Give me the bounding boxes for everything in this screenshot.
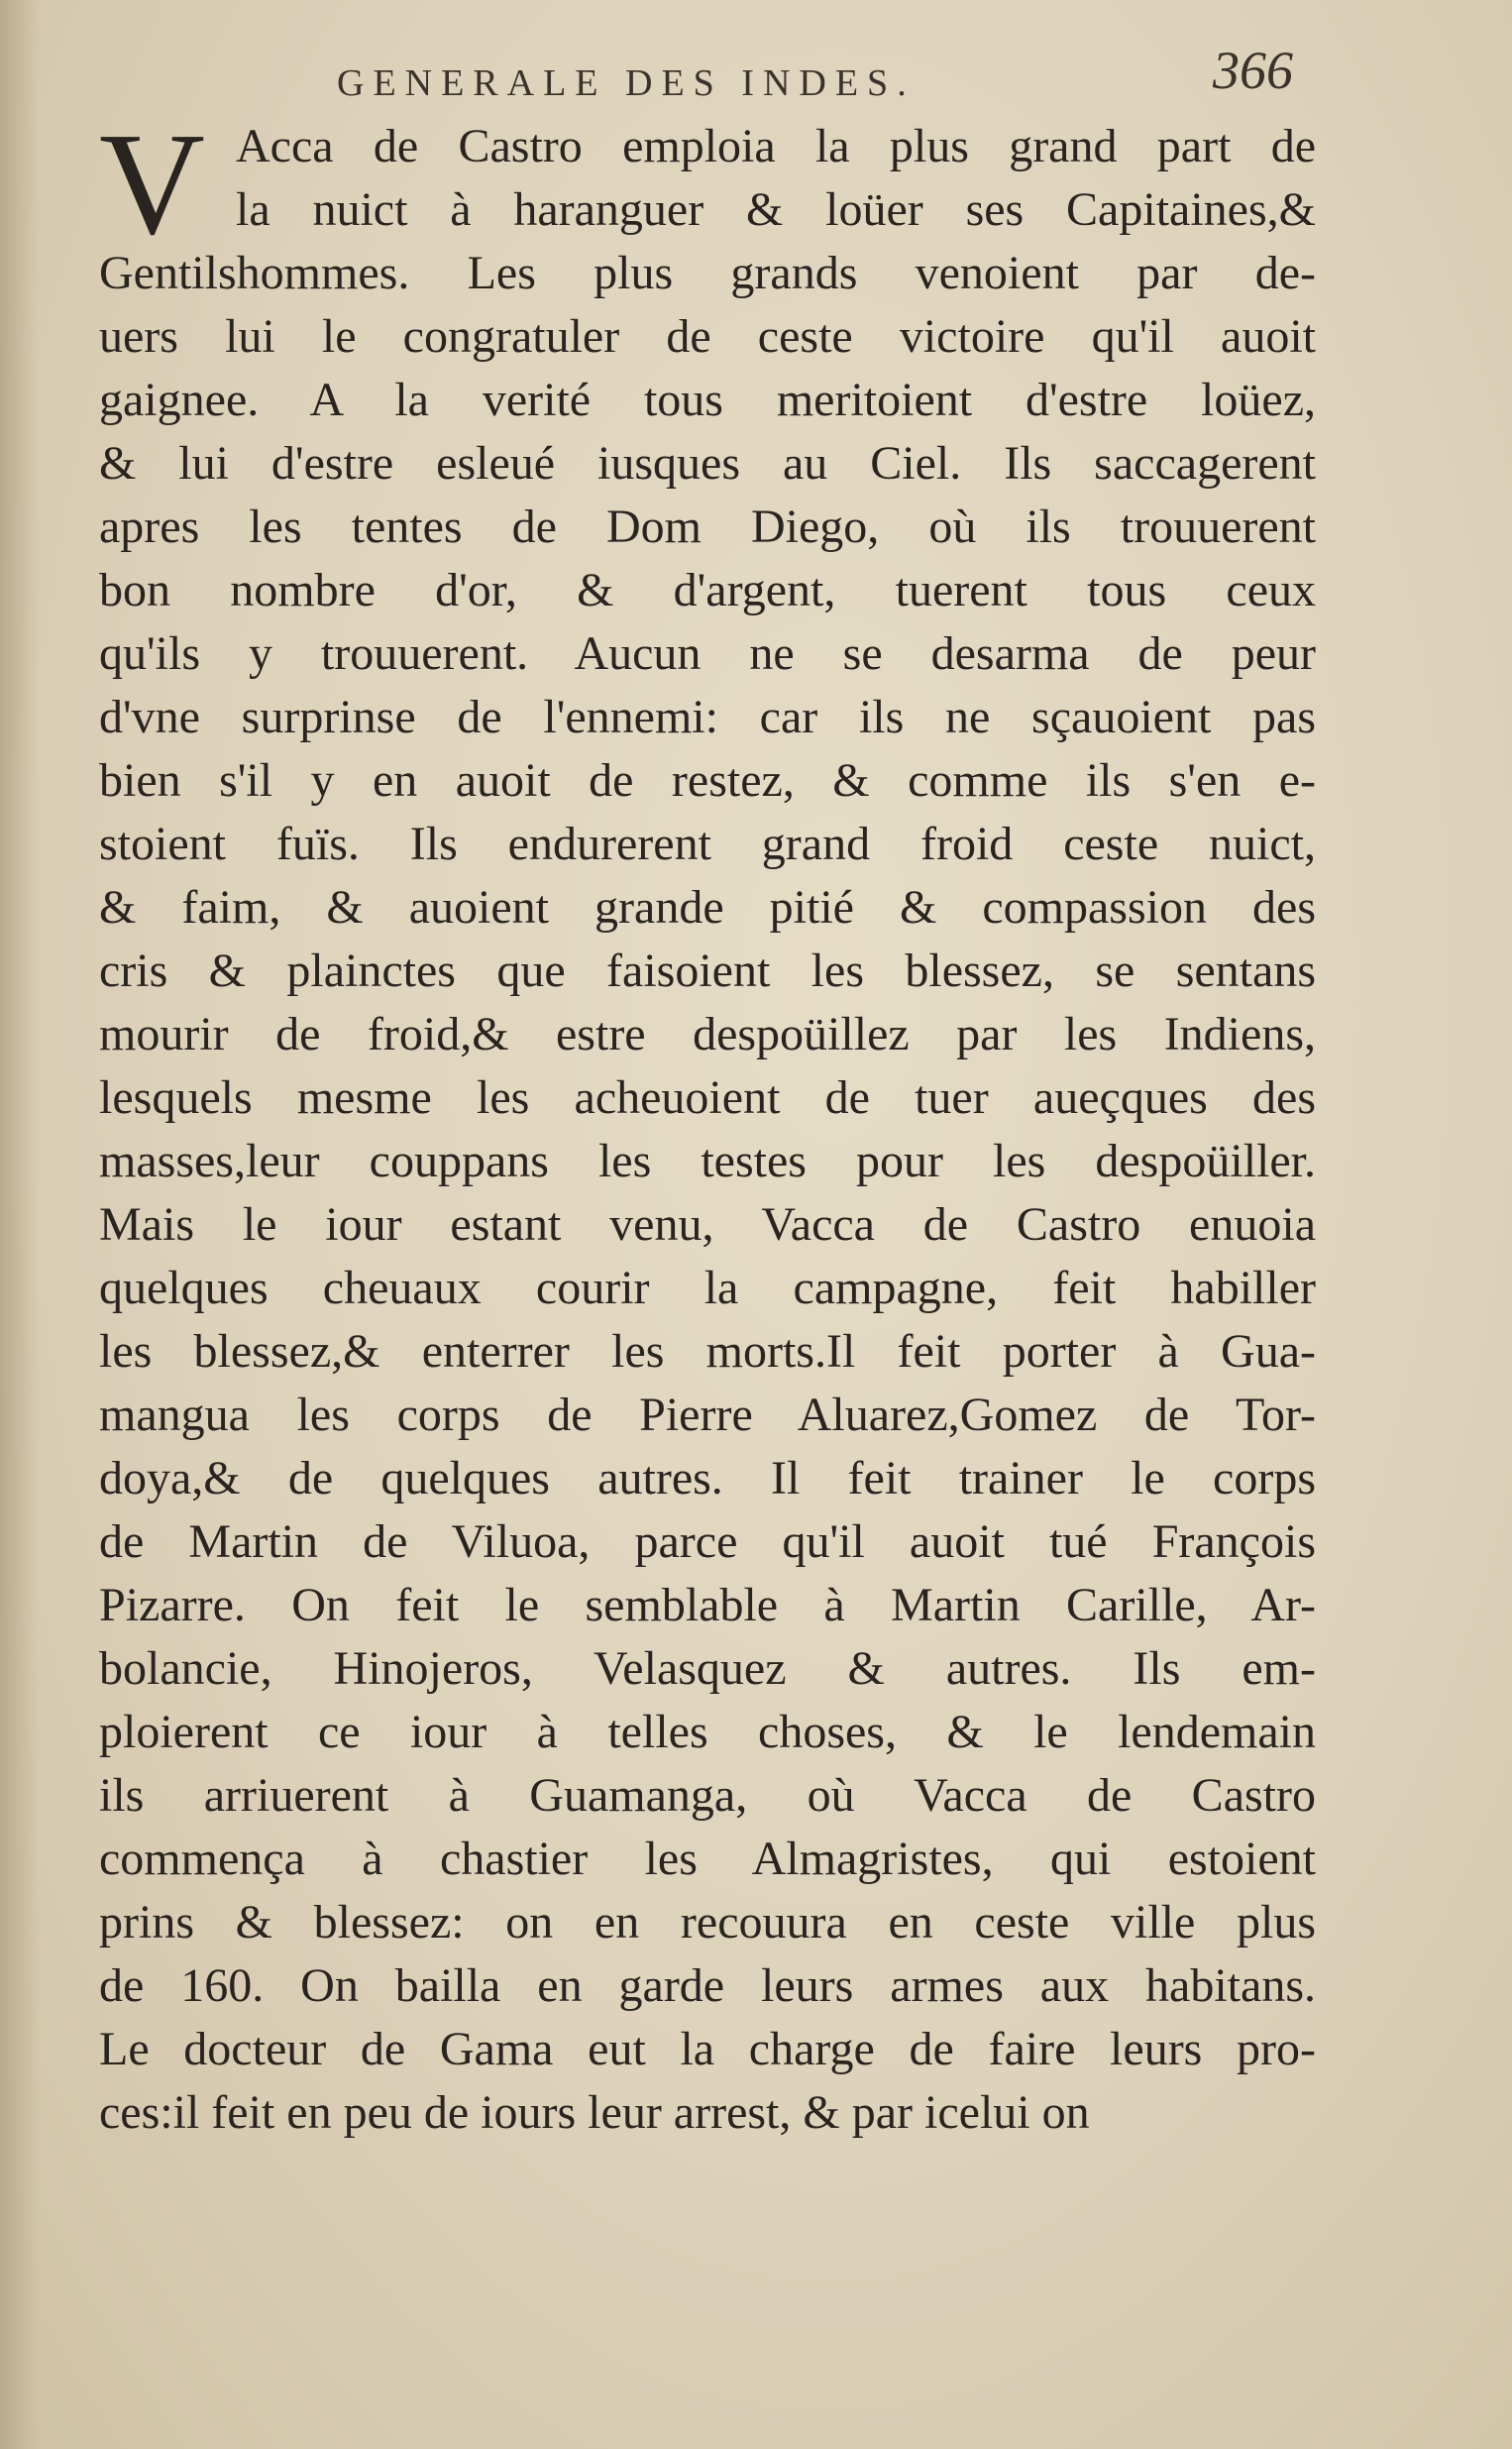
drop-cap: V	[99, 103, 205, 266]
body-text	[99, 103, 1316, 2145]
text-line: ces:il feit en peu de iours leur arrest, & par icelui on	[99, 2086, 1090, 2139]
text-line: Gentilshommes. Les plus grands venoient par de-	[99, 247, 1316, 299]
text-line: & faim, & auoient grande pitié & compassion des	[99, 881, 1316, 934]
text-line: cris & plainctes que faisoient les blessez, se sentans	[99, 945, 1316, 997]
text-line: lesquels mesme les acheuoient de tuer aueçques des	[99, 1071, 1316, 1124]
text-line: mourir de froid,& estre despoüillez par les Indiens,	[99, 1008, 1316, 1060]
text-line: uers lui le congratuler de ceste victoire qu'il auoit	[99, 310, 1316, 363]
text-line: quelques cheuaux courir la campagne, feit habiller	[99, 1262, 1316, 1314]
text-line: bon nombre d'or, & d'argent, tuerent tous ceux	[99, 564, 1316, 616]
text-line: prins & blessez: on en recouura en ceste ville plus	[99, 1896, 1316, 1948]
running-title: GENERALE DES INDES.	[337, 62, 916, 104]
text-line: & lui d'estre esleué iusques au Ciel. Ils saccagerent	[99, 437, 1316, 490]
text-line: Pizarre. On feit le semblable à Martin Carille, Ar-	[99, 1579, 1316, 1631]
page-number: 366	[1213, 41, 1293, 100]
text-line: gaignee. A la verité tous meritoient d'estre loüez,	[99, 374, 1316, 426]
text-line: de Martin de Viluoa, parce qu'il auoit tué François	[99, 1515, 1316, 1568]
text-line: apres les tentes de Dom Diego, où ils trouuerent	[99, 501, 1316, 553]
text-line: mangua les corps de Pierre Aluarez,Gomez de Tor-	[99, 1389, 1316, 1441]
text-line: Le docteur de Gama eut la charge de faire leurs pro-	[99, 2023, 1316, 2075]
text-line: ploierent ce iour à telles choses, & le lendemain	[99, 1706, 1316, 1758]
text-line: qu'ils y trouuerent. Aucun ne se desarma de peur	[99, 627, 1316, 680]
text-line: commença à chastier les Almagristes, qui estoient	[99, 1833, 1316, 1885]
text-line: masses,leur couppans les testes pour les despoüiller.	[99, 1135, 1316, 1187]
text-line: les blessez,& enterrer les morts.Il feit porter à Gua-	[99, 1325, 1316, 1378]
text-line: stoient fuïs. Ils endurerent grand froid ceste nuict,	[99, 818, 1316, 870]
text-line: doya,& de quelques autres. Il feit trainer le corps	[99, 1452, 1316, 1504]
text-line: de 160. On bailla en garde leurs armes aux habitans.	[99, 1959, 1316, 2012]
text-line: bolancie, Hinojeros, Velasquez & autres. Ils em-	[99, 1642, 1316, 1695]
page-gutter-shadow	[0, 0, 40, 2449]
text-line: Acca de Castro emploia la plus grand part de	[236, 120, 1316, 172]
text-line: d'vne surprinse de l'ennemi: car ils ne sçauoient pas	[99, 691, 1316, 743]
text-line: Mais le iour estant venu, Vacca de Castro enuoia	[99, 1198, 1316, 1251]
text-line: ils arriuerent à Guamanga, où Vacca de Castro	[99, 1769, 1316, 1822]
text-line: bien s'il y en auoit de restez, & comme ils s'en e-	[99, 754, 1316, 807]
text-line: la nuict à haranguer & loüer ses Capitaines,&	[236, 183, 1316, 236]
